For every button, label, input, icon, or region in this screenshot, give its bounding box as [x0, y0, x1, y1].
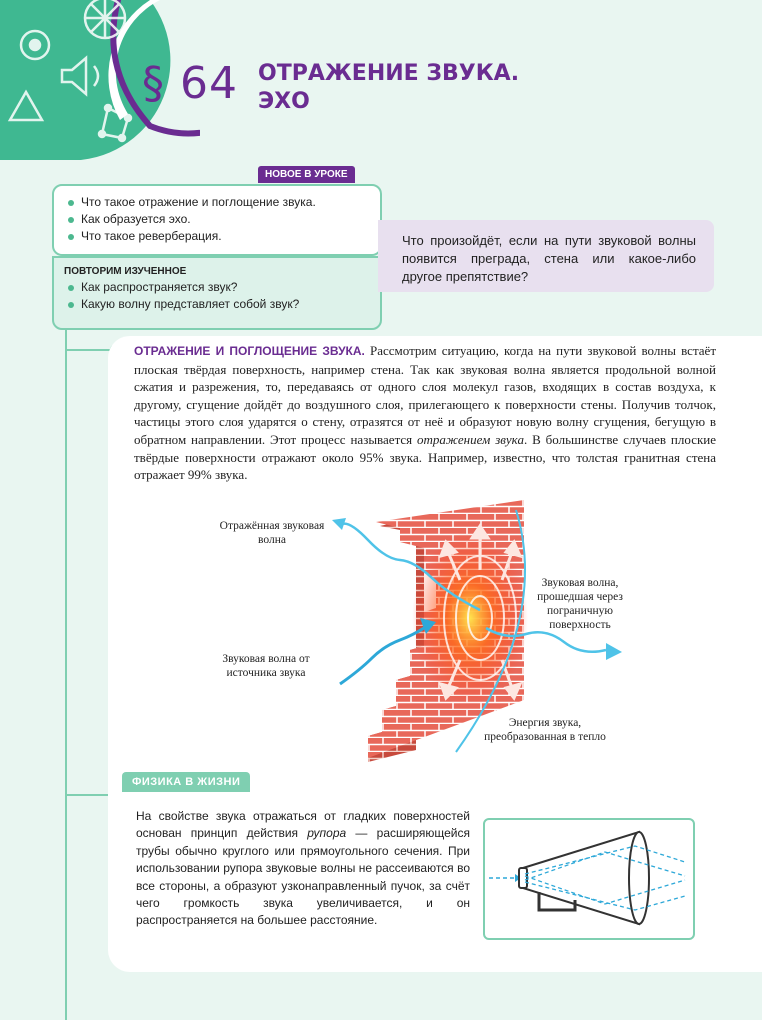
page-title [258, 60, 558, 116]
revise-heading: ПОВТОРИМ ИЗУЧЕННОЕ [64, 266, 187, 277]
term-reflection: отражением звука [417, 431, 524, 447]
title-line-1: ОТРАЖЕНИЕ ЗВУКА. [258, 61, 520, 86]
label-source-wave: Звуковая волна от источника звука [222, 653, 310, 679]
section-body-b: . В большинстве случаев плоские твёрдые поверхности отражают около 95% звука. Например, известно, что толстая гранитная стена отражает 99% звука. [134, 431, 717, 483]
horn-figure-box [483, 818, 695, 940]
paragraph-number: § 64 [142, 58, 238, 109]
section-heading: ОТРАЖЕНИЕ И ПОГЛОЩЕНИЕ ЗВУКА. [134, 344, 365, 358]
list-item: Какую волну представляет собой звук? [68, 296, 380, 313]
label-heat-energy: Энергия звука, преобразованная в тепло [484, 717, 606, 743]
list-item: Как распространяется звук? [68, 279, 380, 296]
megaphone-icon [485, 820, 693, 938]
section-body-a: Рассмотрим ситуацию, когда на пути звуковой волны встаёт плоская твёрдая поверхность, например стена. Так как звуковая волна является продольной волной сжатия и разрежения, то, передаваясь от одного слоя молекул газов, входящих в состав воздуха, к другому, сгущение дойдёт до воздушного слоя, прилегающего к поверхности стены. Получив толчок, частицы этого слоя ударятся о стену, отразятся от неё и образуют новую волну сгущения, бегущую в обратном направлении. Этот процесс называется [134, 343, 716, 447]
title-line-2: ЭХО [258, 89, 310, 114]
new-in-lesson-badge: НОВОЕ В УРОКЕ [258, 166, 355, 183]
question-box: Что произойдёт, если на пути звуковой волны появится преграда, стена или какое-либо другое препятствие? [378, 220, 714, 292]
list-item: Что такое реверберация. [68, 228, 380, 245]
life-body-b: — расширяющейся трубы обычно круглого или прямоугольного сечения. При использовании рупора звуковые волны не рассеиваются во все стороны, а образуют узконаправленный пучок, за счёт чего громкость звука увеличивается, и он распространяется на большее расстояние. [136, 826, 471, 928]
list-item: Как образуется эхо. [68, 211, 380, 228]
label-reflected-wave: Отражённая звуковая волна [219, 520, 325, 546]
list-item: Что такое отражение и поглощение звука. [68, 194, 380, 211]
term-horn: рупора [307, 826, 347, 841]
label-transmitted-wave: Звуковая волна, прошедшая через пограничную поверхность [537, 577, 623, 631]
new-in-lesson-list [54, 186, 380, 245]
physics-in-life-badge: ФИЗИКА В ЖИЗНИ [122, 772, 250, 792]
physics-in-life-text [136, 808, 470, 930]
revise-list [54, 277, 380, 313]
revise-box [52, 256, 382, 330]
life-body-a: На свойстве звука отражаться от гладких поверхностей основан принцип действия [136, 809, 470, 841]
section-text [134, 342, 716, 484]
new-in-lesson-box [52, 184, 382, 256]
